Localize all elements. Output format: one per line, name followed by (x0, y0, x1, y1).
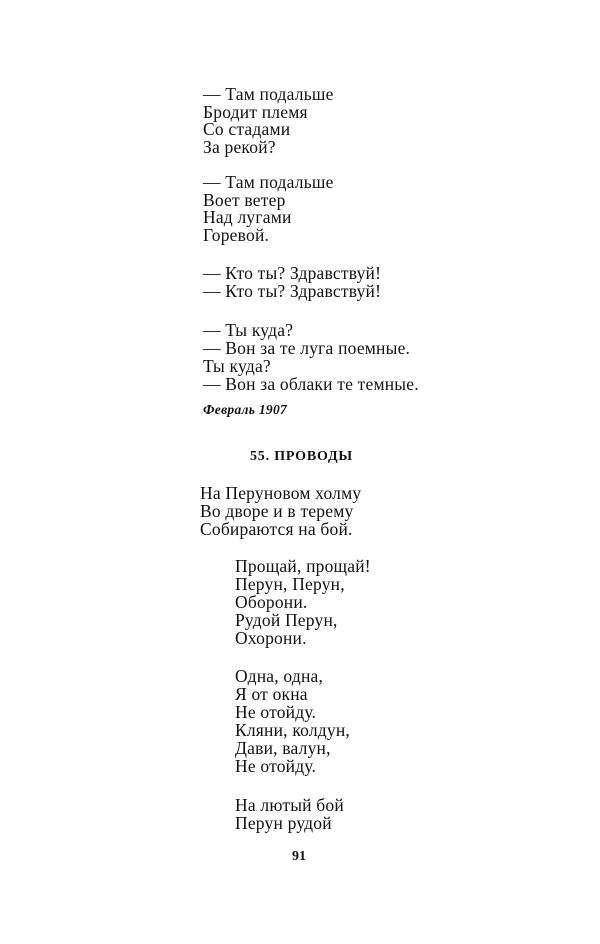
verse-line: Охорони. (235, 628, 307, 648)
verse-line: Ты куда? (203, 356, 271, 376)
verse-line: Во дворе и в терему (200, 501, 354, 521)
verse-line: Оборони. (235, 592, 308, 612)
verse-line: Со стадами (203, 119, 291, 139)
poem-date: Февраль 1907 (203, 402, 288, 417)
poem-title: 55. ПРОВОДЫ (250, 449, 353, 464)
verse-line: — Кто ты? Здравствуй! (203, 263, 382, 283)
verse-line: Перун рудой (235, 813, 332, 833)
verse-line: — Вон за облаки те темные. (203, 374, 419, 394)
verse-line: — Кто ты? Здравствуй! (203, 281, 382, 301)
verse-line: На лютый бой (235, 795, 344, 815)
verse-line: Прощай, прощай! (235, 556, 371, 576)
verse-line: Не отойду. (235, 756, 317, 776)
verse-line: Не отойду. (235, 702, 317, 722)
verse-line: Рудой Перун, (235, 610, 338, 630)
verse-line: Одна, одна, (235, 666, 324, 686)
verse-line: Дави, валун, (235, 738, 331, 758)
verse-line: — Там подальше (203, 172, 334, 192)
verse-line: Кляни, колдун, (235, 720, 350, 740)
page-number: 91 (292, 849, 306, 864)
verse-line: Воет ветер (203, 190, 286, 210)
verse-line: Горевой. (203, 225, 270, 245)
verse-line: Над лугами (203, 207, 292, 227)
verse-line: — Ты куда? (203, 320, 294, 340)
verse-line: Собираются на бой. (200, 519, 353, 539)
verse-line: За рекой? (203, 137, 276, 157)
verse-line: Перун, Перун, (235, 574, 345, 594)
verse-line: Я от окна (235, 684, 308, 704)
verse-line: — Там подальше (203, 84, 334, 104)
verse-line: — Вон за те луга поемные. (203, 338, 411, 358)
verse-line: Бродит племя (203, 102, 308, 122)
verse-line: На Перуновом холму (200, 483, 362, 503)
